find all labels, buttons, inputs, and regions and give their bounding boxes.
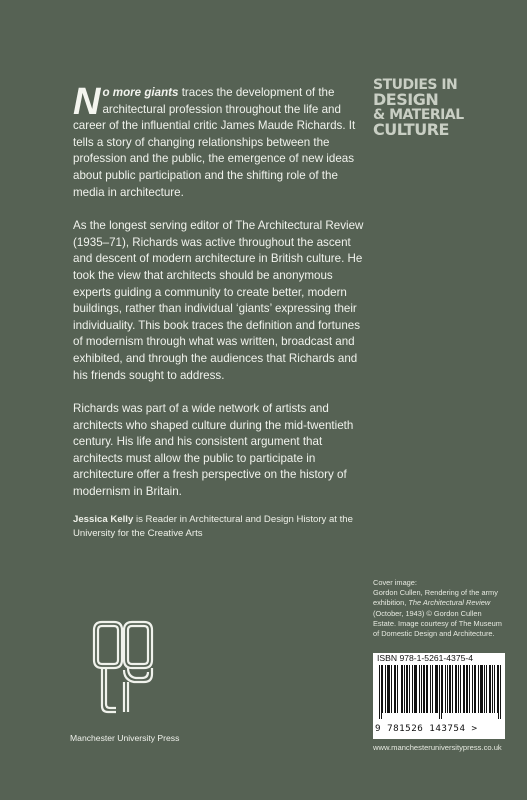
barcode-bar bbox=[385, 665, 386, 713]
barcode-bar bbox=[409, 665, 410, 713]
barcode-bar bbox=[432, 665, 433, 713]
barcode-bar bbox=[424, 665, 425, 713]
barcode-bar bbox=[404, 665, 405, 713]
series-line-1: STUDIES IN bbox=[373, 77, 458, 93]
barcode-bar bbox=[407, 665, 408, 713]
barcode-bar bbox=[460, 665, 461, 713]
barcode-bar bbox=[469, 665, 470, 713]
barcode-bar bbox=[402, 665, 403, 713]
cover-credit bbox=[373, 578, 503, 639]
barcode-bar bbox=[442, 665, 443, 713]
barcode-bar bbox=[478, 665, 479, 713]
barcode-bar bbox=[421, 665, 422, 713]
barcode-bar bbox=[481, 665, 482, 713]
barcode-bar bbox=[467, 665, 468, 713]
barcode-bar bbox=[490, 665, 491, 713]
barcode-bar bbox=[388, 665, 389, 713]
cover-credit-publication: The Architectural Review bbox=[408, 598, 491, 608]
author-bio bbox=[73, 513, 373, 541]
barcode-bar bbox=[391, 665, 392, 713]
barcode-bar bbox=[436, 665, 437, 713]
barcode-bar bbox=[426, 665, 427, 713]
barcode-bar bbox=[401, 665, 402, 713]
barcode-bar bbox=[389, 665, 390, 713]
barcode-bar bbox=[397, 665, 398, 713]
barcode-bar bbox=[394, 665, 395, 713]
barcode-bar bbox=[492, 665, 493, 713]
barcode-bar bbox=[412, 665, 413, 713]
isbn-label: ISBN 978-1-5261-4375-4 bbox=[377, 653, 474, 663]
barcode-bar bbox=[382, 665, 383, 713]
publisher-logo-icon bbox=[88, 620, 158, 715]
barcode-bar bbox=[463, 665, 464, 713]
blurb bbox=[73, 81, 365, 518]
barcode-bar bbox=[414, 665, 415, 713]
barcode-bar bbox=[387, 665, 388, 713]
barcode-bar bbox=[406, 665, 407, 713]
barcode-bar bbox=[381, 665, 382, 719]
barcode-bar bbox=[415, 665, 416, 713]
barcode-bar bbox=[427, 665, 428, 713]
barcode-bar bbox=[445, 665, 446, 713]
barcode-bar bbox=[447, 665, 448, 713]
barcode-bar bbox=[486, 665, 487, 713]
blurb-paragraph-3: Richards was part of a wide network of artists and architects who shaped culture during the mid-twentieth century. His life and his consistent argument that architects must allow the public to participate in architecture offer a fresh perspective on the history of modernism in Britain. bbox=[73, 402, 354, 499]
barcode-bar bbox=[475, 665, 476, 713]
series-line-2: DESIGN bbox=[373, 90, 439, 109]
series-line-3: & MATERIAL bbox=[373, 107, 464, 123]
barcode-bar bbox=[452, 665, 453, 713]
barcode-icon bbox=[379, 665, 501, 719]
barcode-bar bbox=[449, 665, 450, 713]
barcode-bar bbox=[480, 665, 481, 713]
blurb-paragraph-2: As the longest serving editor of The Architectural Review (1935–71), Richards was active throughout the ascent and descent of modern architecture in British culture. He took the view that architects should be anonymous experts guiding a community to create better, modern buildings, rather than individual ‘giants’ expressing their individuality. This book traces the definition and fortunes of modernism through what was written, broadcast and exhibited, and through the audiences that Richards and his friends sought to address. bbox=[73, 219, 364, 382]
barcode-bar bbox=[464, 665, 465, 713]
barcode-digits: 9 781526 143754 > bbox=[375, 723, 478, 734]
barcode-bar bbox=[379, 665, 380, 719]
barcode-bar bbox=[419, 665, 420, 713]
barcode-bar bbox=[498, 665, 499, 719]
author-bio-text: is Reader in Architectural and Design History at the University for the Creative Arts bbox=[73, 514, 353, 539]
book-title-inline: o more giants bbox=[102, 86, 179, 99]
barcode-bar bbox=[416, 665, 417, 713]
author-name: Jessica Kelly bbox=[73, 514, 134, 525]
barcode-bar bbox=[455, 665, 456, 713]
barcode-bar bbox=[430, 665, 431, 713]
barcode-bar bbox=[458, 665, 459, 713]
barcode-bar bbox=[497, 665, 498, 713]
barcode-bar bbox=[450, 665, 451, 713]
publisher-url: www.manchesteruniversitypress.co.uk bbox=[373, 743, 502, 752]
barcode-bar bbox=[489, 665, 490, 713]
barcode-bar bbox=[435, 665, 436, 713]
barcode-bar bbox=[441, 665, 442, 719]
cover-credit-text-a: Gordon Cullen, Rendering of the army exhibition, bbox=[373, 588, 498, 608]
barcode-bar bbox=[466, 665, 467, 713]
cover-credit-label: Cover image: bbox=[373, 578, 417, 587]
blurb-paragraph-1-text: traces the development of the architectural profession throughout the life and career of the influential critic James Maude Richards. It tells a story of changing relationships between the profession and the public, the emergence of new ideas about public participation and the shifting role of the media in architecture. bbox=[73, 86, 356, 199]
barcode-bar bbox=[494, 665, 495, 713]
cover-credit-text-b: (October, 1943) © Gordon Cullen Estate. Image courtesy of The Museum of Domestic Design and Architecture. bbox=[373, 608, 502, 639]
barcode-bar bbox=[484, 665, 485, 713]
barcode-bar bbox=[439, 665, 440, 719]
series-logo bbox=[373, 77, 464, 139]
blurb-paragraph-1 bbox=[73, 81, 365, 201]
series-line-4: CULTURE bbox=[373, 120, 449, 139]
barcode-bar bbox=[395, 665, 396, 713]
drop-cap: N bbox=[73, 81, 101, 123]
barcode-bar bbox=[423, 665, 424, 713]
barcode-panel bbox=[373, 653, 505, 739]
barcode-bar bbox=[474, 665, 475, 713]
publisher-name: Manchester University Press bbox=[70, 733, 180, 743]
barcode-bar bbox=[472, 665, 473, 713]
barcode-bar bbox=[437, 665, 438, 713]
barcode-bar bbox=[500, 665, 501, 719]
barcode-bar bbox=[456, 665, 457, 713]
barcode-bar bbox=[482, 665, 483, 713]
